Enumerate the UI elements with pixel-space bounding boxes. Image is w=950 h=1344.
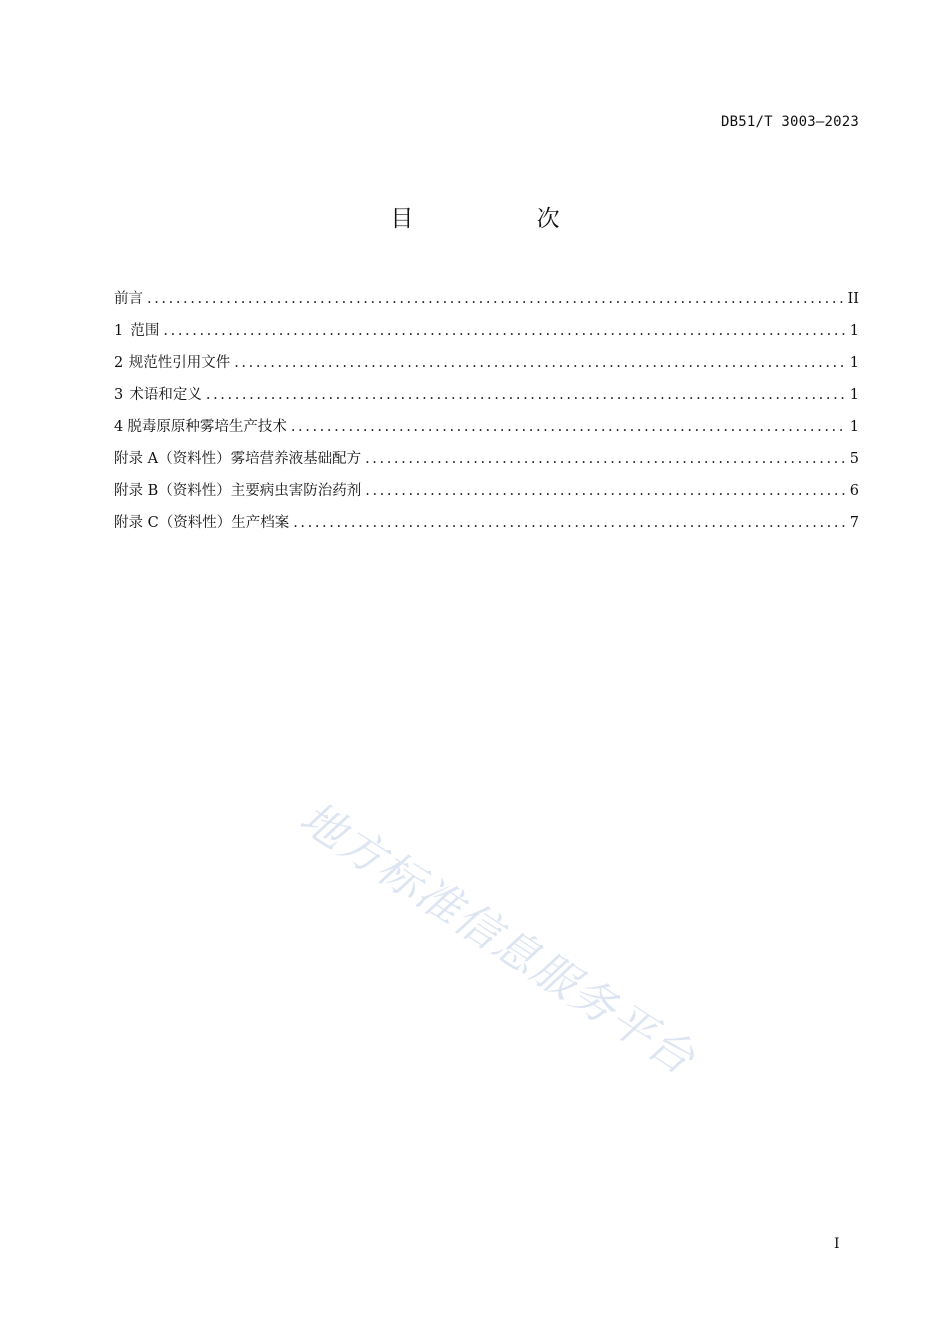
toc-appendix-prefix: 附录 A（资料性）	[114, 451, 231, 467]
toc-appendix-prefix: 附录 B（资料性）	[114, 483, 231, 499]
toc-entry-appendix-b[interactable]	[114, 478, 859, 510]
toc-entry-label: 术语和定义	[129, 387, 202, 403]
toc-leader-dots	[293, 510, 845, 536]
toc-entry-label: 前言	[114, 291, 143, 307]
page-title: 目 次	[390, 206, 618, 232]
toc-leader-dots	[163, 318, 845, 344]
toc-entry-label: 雾培营养液基础配方	[230, 451, 362, 467]
toc-entry-scope[interactable]	[114, 318, 859, 350]
toc-entry-page: 5	[849, 451, 859, 467]
toc-entry-label: 规范性引用文件	[128, 355, 231, 371]
page-number: I	[834, 1236, 840, 1252]
toc-entry-page: II	[847, 291, 859, 307]
toc-leader-dots	[147, 286, 844, 312]
toc-entry-number: 1	[114, 323, 124, 339]
table-of-contents	[114, 286, 859, 542]
toc-leader-dots	[206, 382, 845, 408]
toc-leader-dots	[365, 478, 845, 504]
toc-entry-page: 1	[849, 323, 859, 339]
toc-entry-page: 6	[849, 483, 859, 499]
toc-entry-page: 1	[849, 355, 859, 371]
standard-code: DB51/T 3003—2023	[720, 114, 859, 130]
toc-entry-production-technique[interactable]	[114, 414, 859, 446]
watermark-text: 地方标准信息服务平台	[290, 792, 705, 1086]
toc-entry-page: 1	[849, 419, 859, 435]
toc-entry-number: 3	[114, 387, 124, 403]
toc-entry-normative-references[interactable]	[114, 350, 859, 382]
toc-entry-label: 范围	[130, 323, 160, 339]
toc-entry-page: 1	[849, 387, 859, 403]
toc-entry-appendix-c[interactable]	[114, 510, 859, 542]
toc-leader-dots	[291, 414, 845, 440]
toc-entry-label: 脱毒原原种雾培生产技术	[127, 419, 287, 435]
toc-entry-label: 主要病虫害防治药剂	[230, 483, 362, 499]
toc-entry-number: 4	[114, 419, 124, 435]
toc-leader-dots	[365, 446, 845, 472]
toc-entry-terms-definitions[interactable]	[114, 382, 859, 414]
toc-appendix-prefix: 附录 C（资料性）	[114, 515, 232, 531]
toc-entry-number: 2	[114, 355, 124, 371]
toc-entry-label: 生产档案	[231, 515, 290, 531]
toc-entry-page: 7	[849, 515, 859, 531]
toc-leader-dots	[234, 350, 845, 376]
toc-entry-appendix-a[interactable]	[114, 446, 859, 478]
toc-entry-foreword[interactable]	[114, 286, 859, 318]
